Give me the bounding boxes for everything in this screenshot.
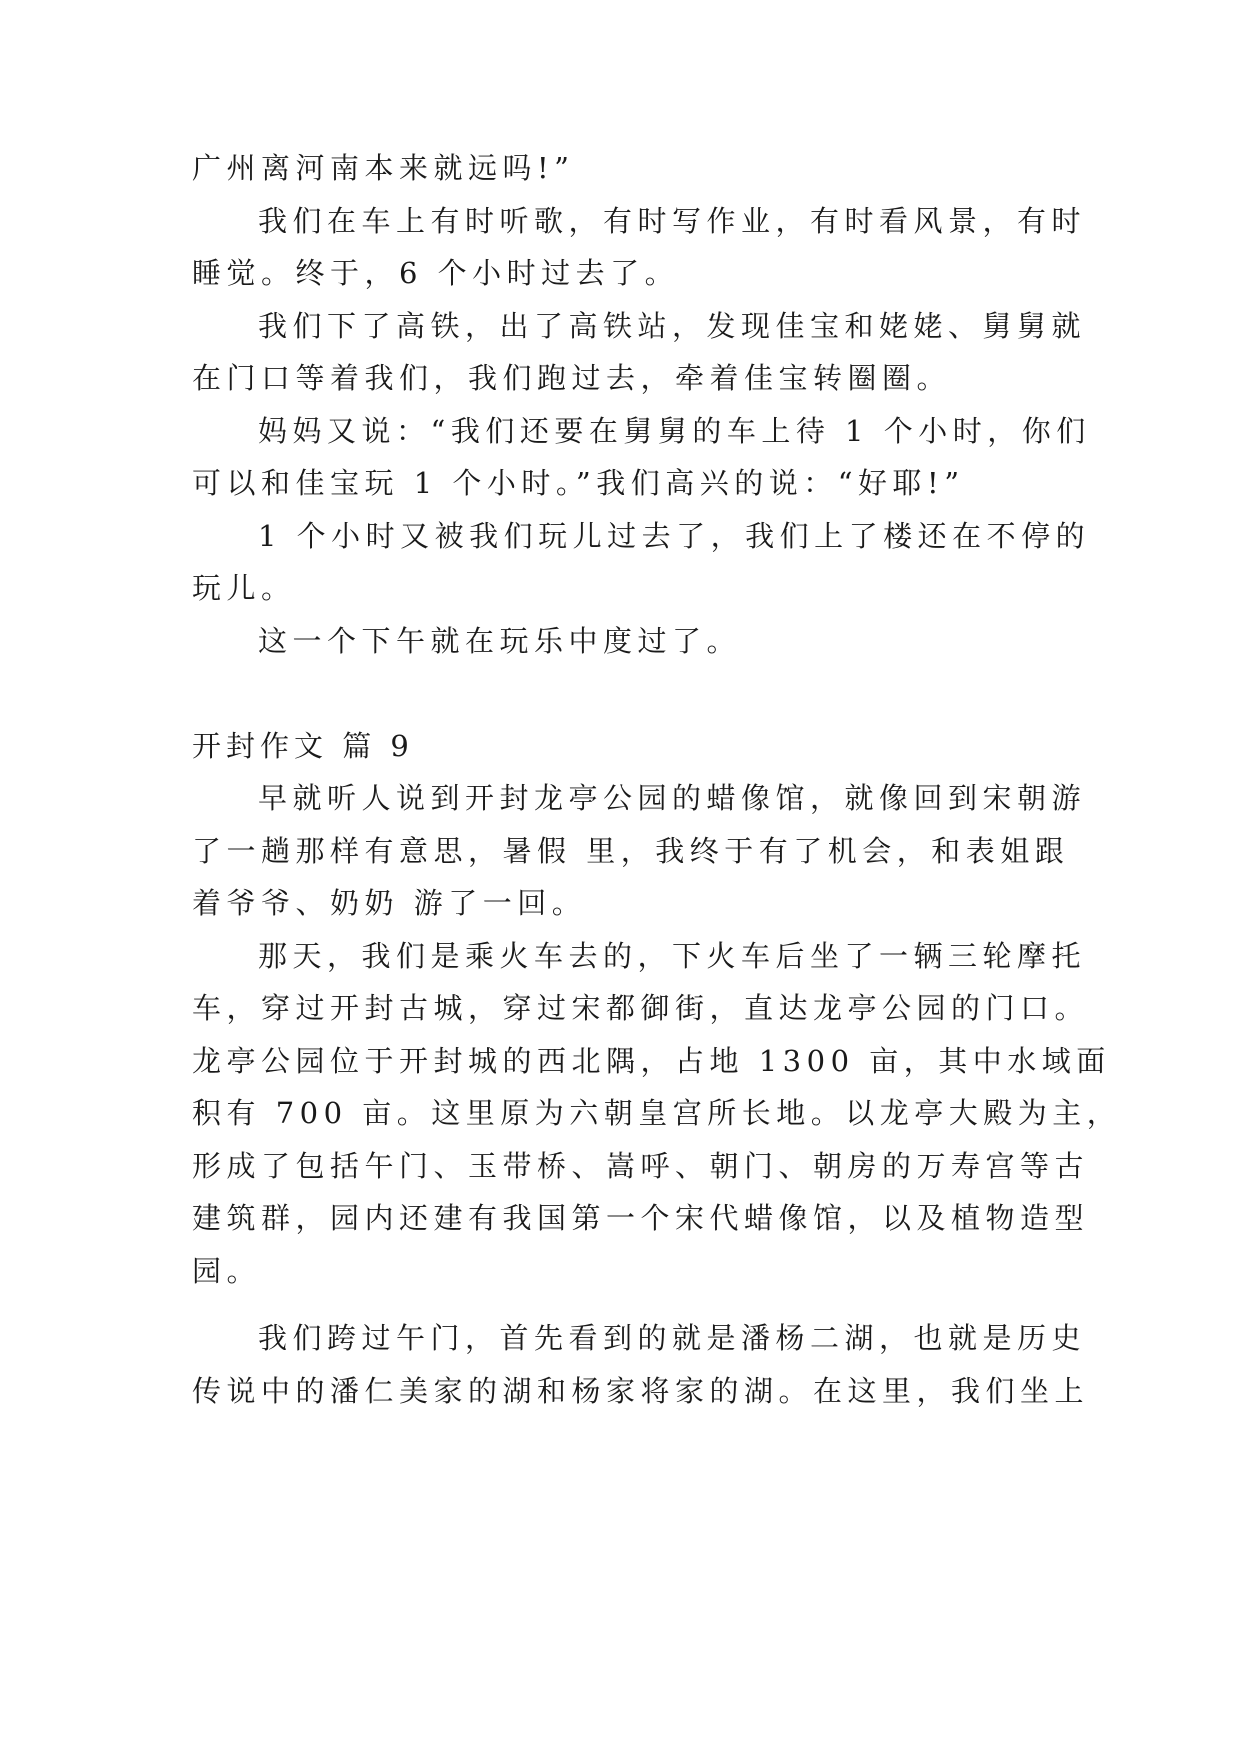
text-line: 睡觉。终于，6 个小时过去了。: [192, 256, 680, 290]
text-line: 形成了包括午门、玉带桥、嵩呼、朝门、朝房的万寿宫等古: [192, 1149, 1090, 1183]
text-line: 车，穿过开封古城，穿过宋都御街，直达龙亭公园的门口。: [192, 991, 1090, 1025]
text-line: 妈妈又说：“我们还要在舅舅的车上待 1 个小时，你们: [258, 414, 1091, 448]
text-line: 我们跨过午门，首先看到的就是潘杨二湖，也就是历史: [258, 1321, 1087, 1355]
text-line: 建筑群，园内还建有我国第一个宋代蜡像馆，以及植物造型: [192, 1201, 1090, 1235]
text-line: 这一个下午就在玩乐中度过了。: [258, 624, 742, 658]
text-line: 广州离河南本来就远吗!”: [192, 151, 575, 185]
text-line: 我们在车上有时听歌，有时写作业，有时看风景，有时: [258, 204, 1087, 238]
text-line: 了一趟那样有意思，暑假 里，我终于有了机会，和表姐跟: [192, 834, 1070, 868]
text-line: 早就听人说到开封龙亭公园的蜡像馆，就像回到宋朝游: [258, 781, 1087, 815]
text-line: 着爷爷、奶奶 游了一回。: [192, 886, 587, 920]
text-line: 传说中的潘仁美家的湖和杨家将家的湖。在这里，我们坐上: [192, 1374, 1090, 1408]
text-line: 可以和佳宝玩 1 个小时。”我们高兴的说：“好耶!”: [192, 466, 965, 500]
text-line: 在门口等着我们，我们跑过去，牵着佳宝转圈圈。: [192, 361, 952, 395]
text-line: 那天，我们是乘火车去的，下火车后坐了一辆三轮摩托: [258, 939, 1087, 973]
text-line: 龙亭公园位于开封城的西北隅，占地 1300 亩，其中水域面: [192, 1044, 1111, 1078]
text-line: 1 个小时又被我们玩儿过去了，我们上了楼还在不停的: [258, 519, 1091, 553]
section-heading: 开封作文 篇 9: [192, 729, 414, 763]
text-line: 积有 700 亩。这里原为六朝皇宫所长地。以龙亭大殿为主，: [192, 1096, 1122, 1130]
text-line: 园。: [192, 1254, 262, 1288]
text-line: 玩儿。: [192, 571, 296, 605]
text-line: 我们下了高铁，出了高铁站，发现佳宝和姥姥、舅舅就: [258, 309, 1087, 343]
